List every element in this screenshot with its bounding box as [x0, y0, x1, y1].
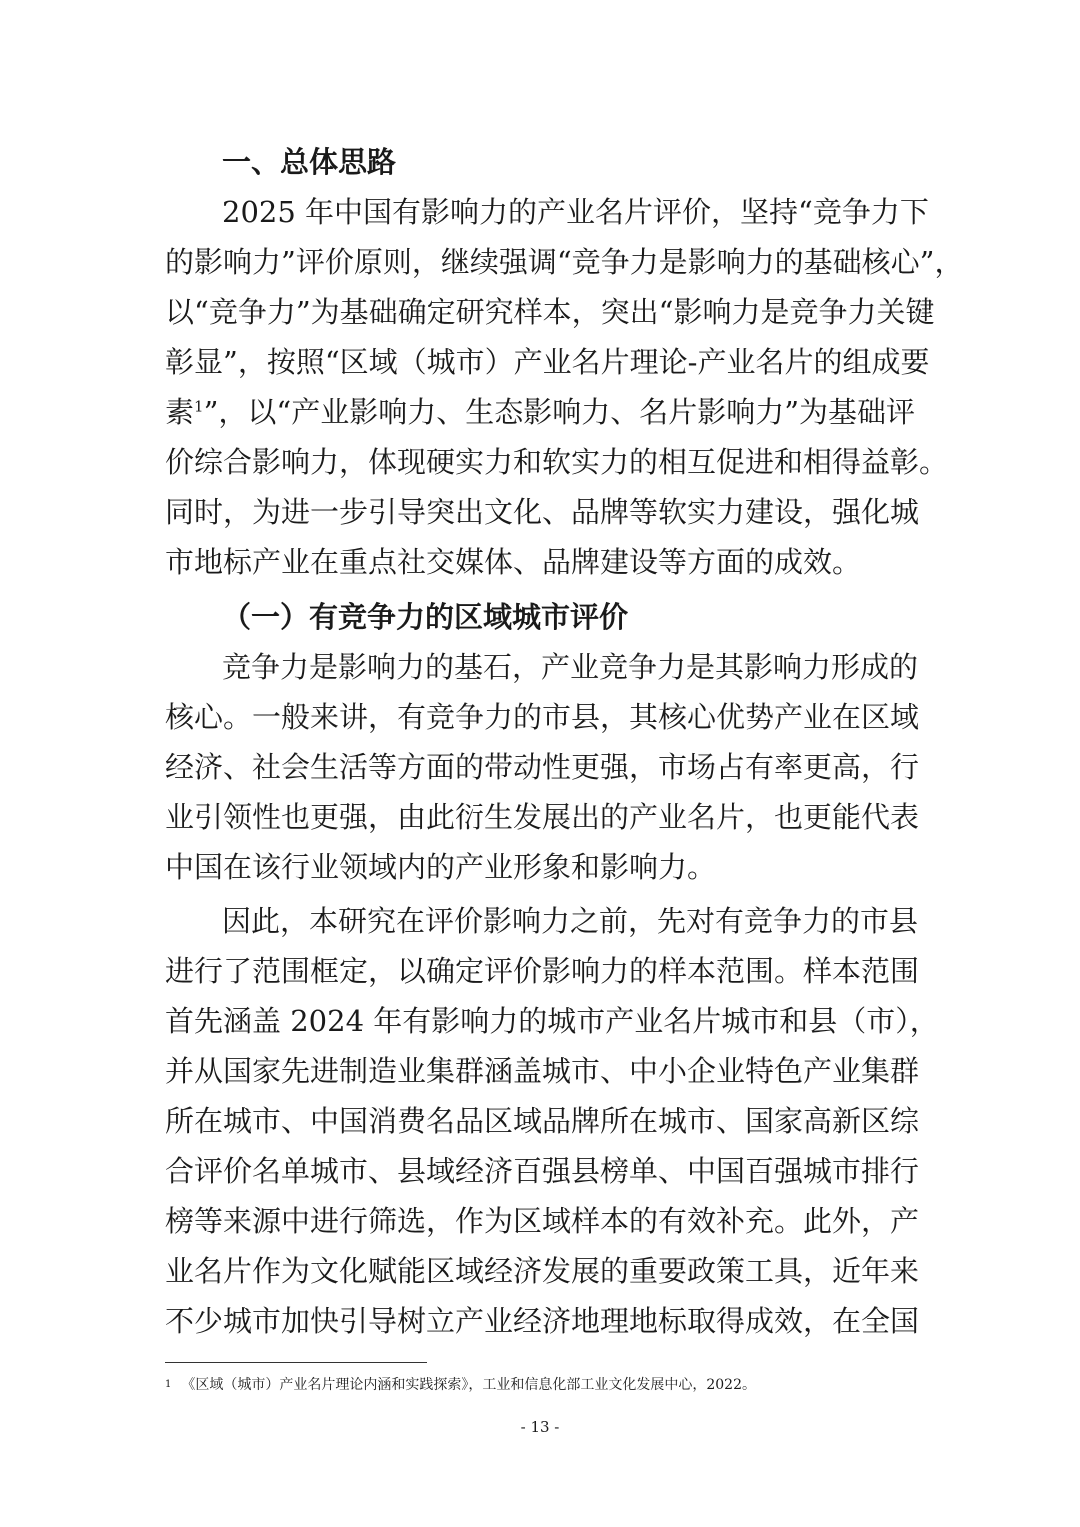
paragraph-line: 业引领性也更强，由此衍生发展出的产业名片，也更能代表	[165, 800, 920, 834]
paragraph-line: 的影响力”评价原则，继续强调“竞争力是影响力的基础核心”，	[165, 245, 964, 279]
footnote-text: 《区域（城市）产业名片理论内涵和实践探索》，工业和信息化部工业文化发展中心，2022。	[181, 1377, 757, 1393]
paragraph-line: 彰显”，按照“区域（城市）产业名片理论-产业名片的组成要	[165, 345, 930, 379]
paragraph-line: 首先涵盖 2024 年有影响力的城市产业名片城市和县（市），	[165, 1004, 939, 1038]
paragraph-line: 竞争力是影响力的基石，产业竞争力是其影响力形成的	[222, 650, 919, 684]
paragraph-line: 进行了范围框定，以确定评价影响力的样本范围。样本范围	[165, 954, 920, 988]
paragraph-line: 市地标产业在重点社交媒体、品牌建设等方面的成效。	[165, 545, 862, 579]
footnote-mark: 1	[165, 1379, 172, 1390]
paragraph-line: 合评价名单城市、县域经济百强县榜单、中国百强城市排行	[165, 1154, 920, 1188]
footnote	[165, 1374, 925, 1396]
footnote-reference: 1	[194, 397, 204, 416]
paragraph-line: 不少城市加快引导树立产业经济地理地标取得成效，在全国	[165, 1304, 920, 1338]
paragraph-line: 榜等来源中进行筛选，作为区域样本的有效补充。此外，产	[165, 1204, 920, 1238]
paragraph-line: 经济、社会生活等方面的带动性更强，市场占有率更高，行	[165, 750, 920, 784]
paragraph-line: 价综合影响力，体现硬实力和软实力的相互促进和相得益彰。	[165, 445, 949, 479]
paragraph-line: 并从国家先进制造业集群涵盖城市、中小企业特色产业集群	[165, 1054, 920, 1088]
footnote-divider	[165, 1362, 427, 1363]
section-heading: 一、总体思路	[222, 145, 397, 179]
paragraph-line: 因此，本研究在评价影响力之前，先对有竞争力的市县	[222, 904, 919, 938]
paragraph-line: 同时，为进一步引导突出文化、品牌等软实力建设，强化城	[165, 495, 920, 529]
paragraph-line: 所在城市、中国消费名品区域品牌所在城市、国家高新区综	[165, 1104, 920, 1138]
paragraph-line	[165, 390, 925, 434]
paragraph-line: 2025 年中国有影响力的产业名片评价，坚持“竞争力下	[222, 195, 929, 229]
page-number: - 13 -	[520, 1418, 560, 1436]
paragraph-line: 业名片作为文化赋能区域经济发展的重要政策工具，近年来	[165, 1254, 920, 1288]
paragraph-text: 素	[165, 395, 195, 429]
subsection-heading: （一）有竞争力的区域城市评价	[222, 600, 629, 634]
paragraph-line: 中国在该行业领域内的产业形象和影响力。	[165, 850, 717, 884]
paragraph-line: 以“竞争力”为基础确定研究样本，突出“影响力是竞争力关键	[165, 295, 935, 329]
paragraph-text: ”，以“产业影响力、生态影响力、名片影响力”为基础评	[203, 395, 916, 429]
paragraph-line: 核心。一般来讲，有竞争力的市县，其核心优势产业在区域	[165, 700, 920, 734]
